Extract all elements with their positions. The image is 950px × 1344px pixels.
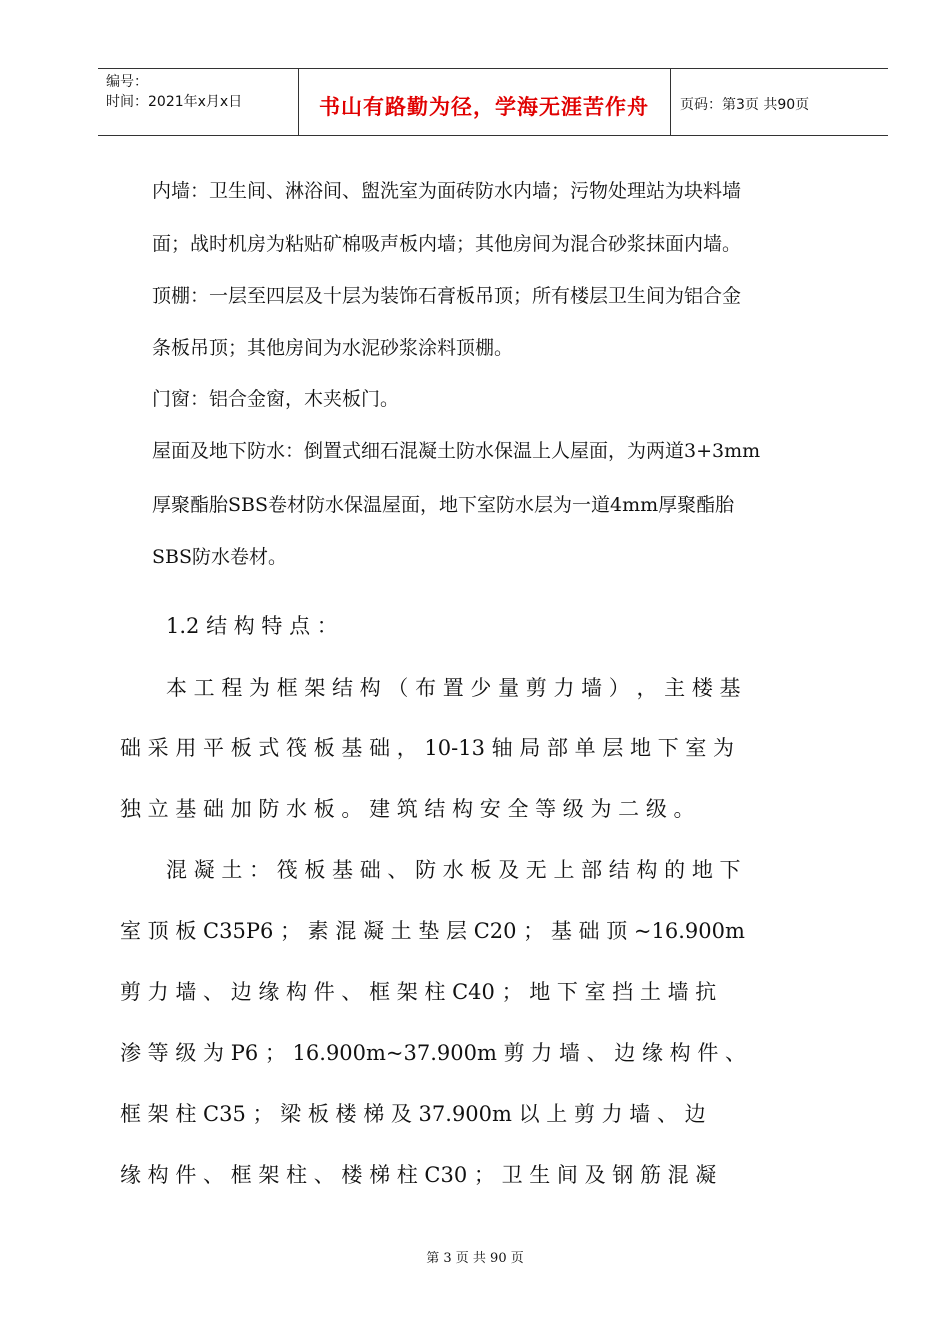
page-footer: 第 3 页 共 90 页 [426, 1251, 524, 1266]
body-line: 门窗：铝合金窗，木夹板门。 [152, 388, 400, 410]
body-line: 厚聚酯胎SBS卷材防水保温屋面，地下室防水层为一道4mm厚聚酯胎 [152, 494, 735, 516]
header-meta-cell [98, 69, 299, 135]
document-time-label: 时间：2021年x月x日 [106, 94, 243, 110]
concrete-line: 渗 等 级 为 P6 ； 16.900m~37.900m 剪 力 墙 、 边 缘 构 件 、 [120, 1041, 746, 1065]
concrete-line: 室 顶 板 C35P6 ； 素 混 凝 土 垫 层 C20 ； 基 础 顶 ~16.900m [120, 919, 745, 943]
concrete-line: 缘 构 件 、 框 架 柱 、 楼 梯 柱 C30 ； 卫 生 间 及 钢 筋 混 凝 [120, 1163, 717, 1187]
body-line: 面；战时机房为粘贴矿棉吸声板内墙；其他房间为混合砂浆抹面内墙。 [152, 233, 742, 255]
concrete-line: 混 凝 土 ： 筏 板 基 础 、 防 水 板 及 无 上 部 结 构 的 地 下 [166, 858, 741, 882]
header-page-info: 页码：第3页 共90页 [680, 97, 810, 113]
body-line: 条板吊顶；其他房间为水泥砂浆涂料顶棚。 [152, 337, 514, 359]
concrete-line: 框 架 柱 C35 ； 梁 板 楼 梯 及 37.900m 以 上 剪 力 墙 、 边 [120, 1102, 706, 1126]
structure-line: 本 工 程 为 框 架 结 构 （ 布 置 少 量 剪 力 墙 ） ， 主 楼 基 [166, 676, 741, 700]
body-line: 内墙：卫生间、淋浴间、盥洗室为面砖防水内墙；污物处理站为块料墙 [152, 180, 742, 202]
header-motto: 书山有路勤为径，学海无涯苦作舟 [319, 95, 649, 119]
document-number-label: 编号： [106, 74, 148, 90]
structure-line: 础 采 用 平 板 式 筏 板 基 础 ， 10-13 轴 局 部 单 层 地 下 室 为 [120, 736, 735, 760]
header-page-cell [670, 69, 888, 135]
body-line: SBS防水卷材。 [152, 546, 287, 568]
concrete-line: 剪 力 墙 、 边 缘 构 件 、 框 架 柱 C40 ； 地 下 室 挡 土 墙 抗 [120, 980, 717, 1004]
structure-line: 独 立 基 础 加 防 水 板 。 建 筑 结 构 安 全 等 级 为 二 级 。 [120, 797, 695, 821]
body-line: 屋面及地下防水：倒置式细石混凝土防水保温上人屋面，为两道3+3mm [152, 440, 761, 462]
header-motto-cell [298, 69, 671, 135]
section-heading: 1.2 结 构 特 点 ： [166, 614, 338, 638]
body-line: 顶棚：一层至四层及十层为装饰石膏板吊顶；所有楼层卫生间为铝合金 [152, 285, 742, 307]
page-header [98, 68, 888, 136]
